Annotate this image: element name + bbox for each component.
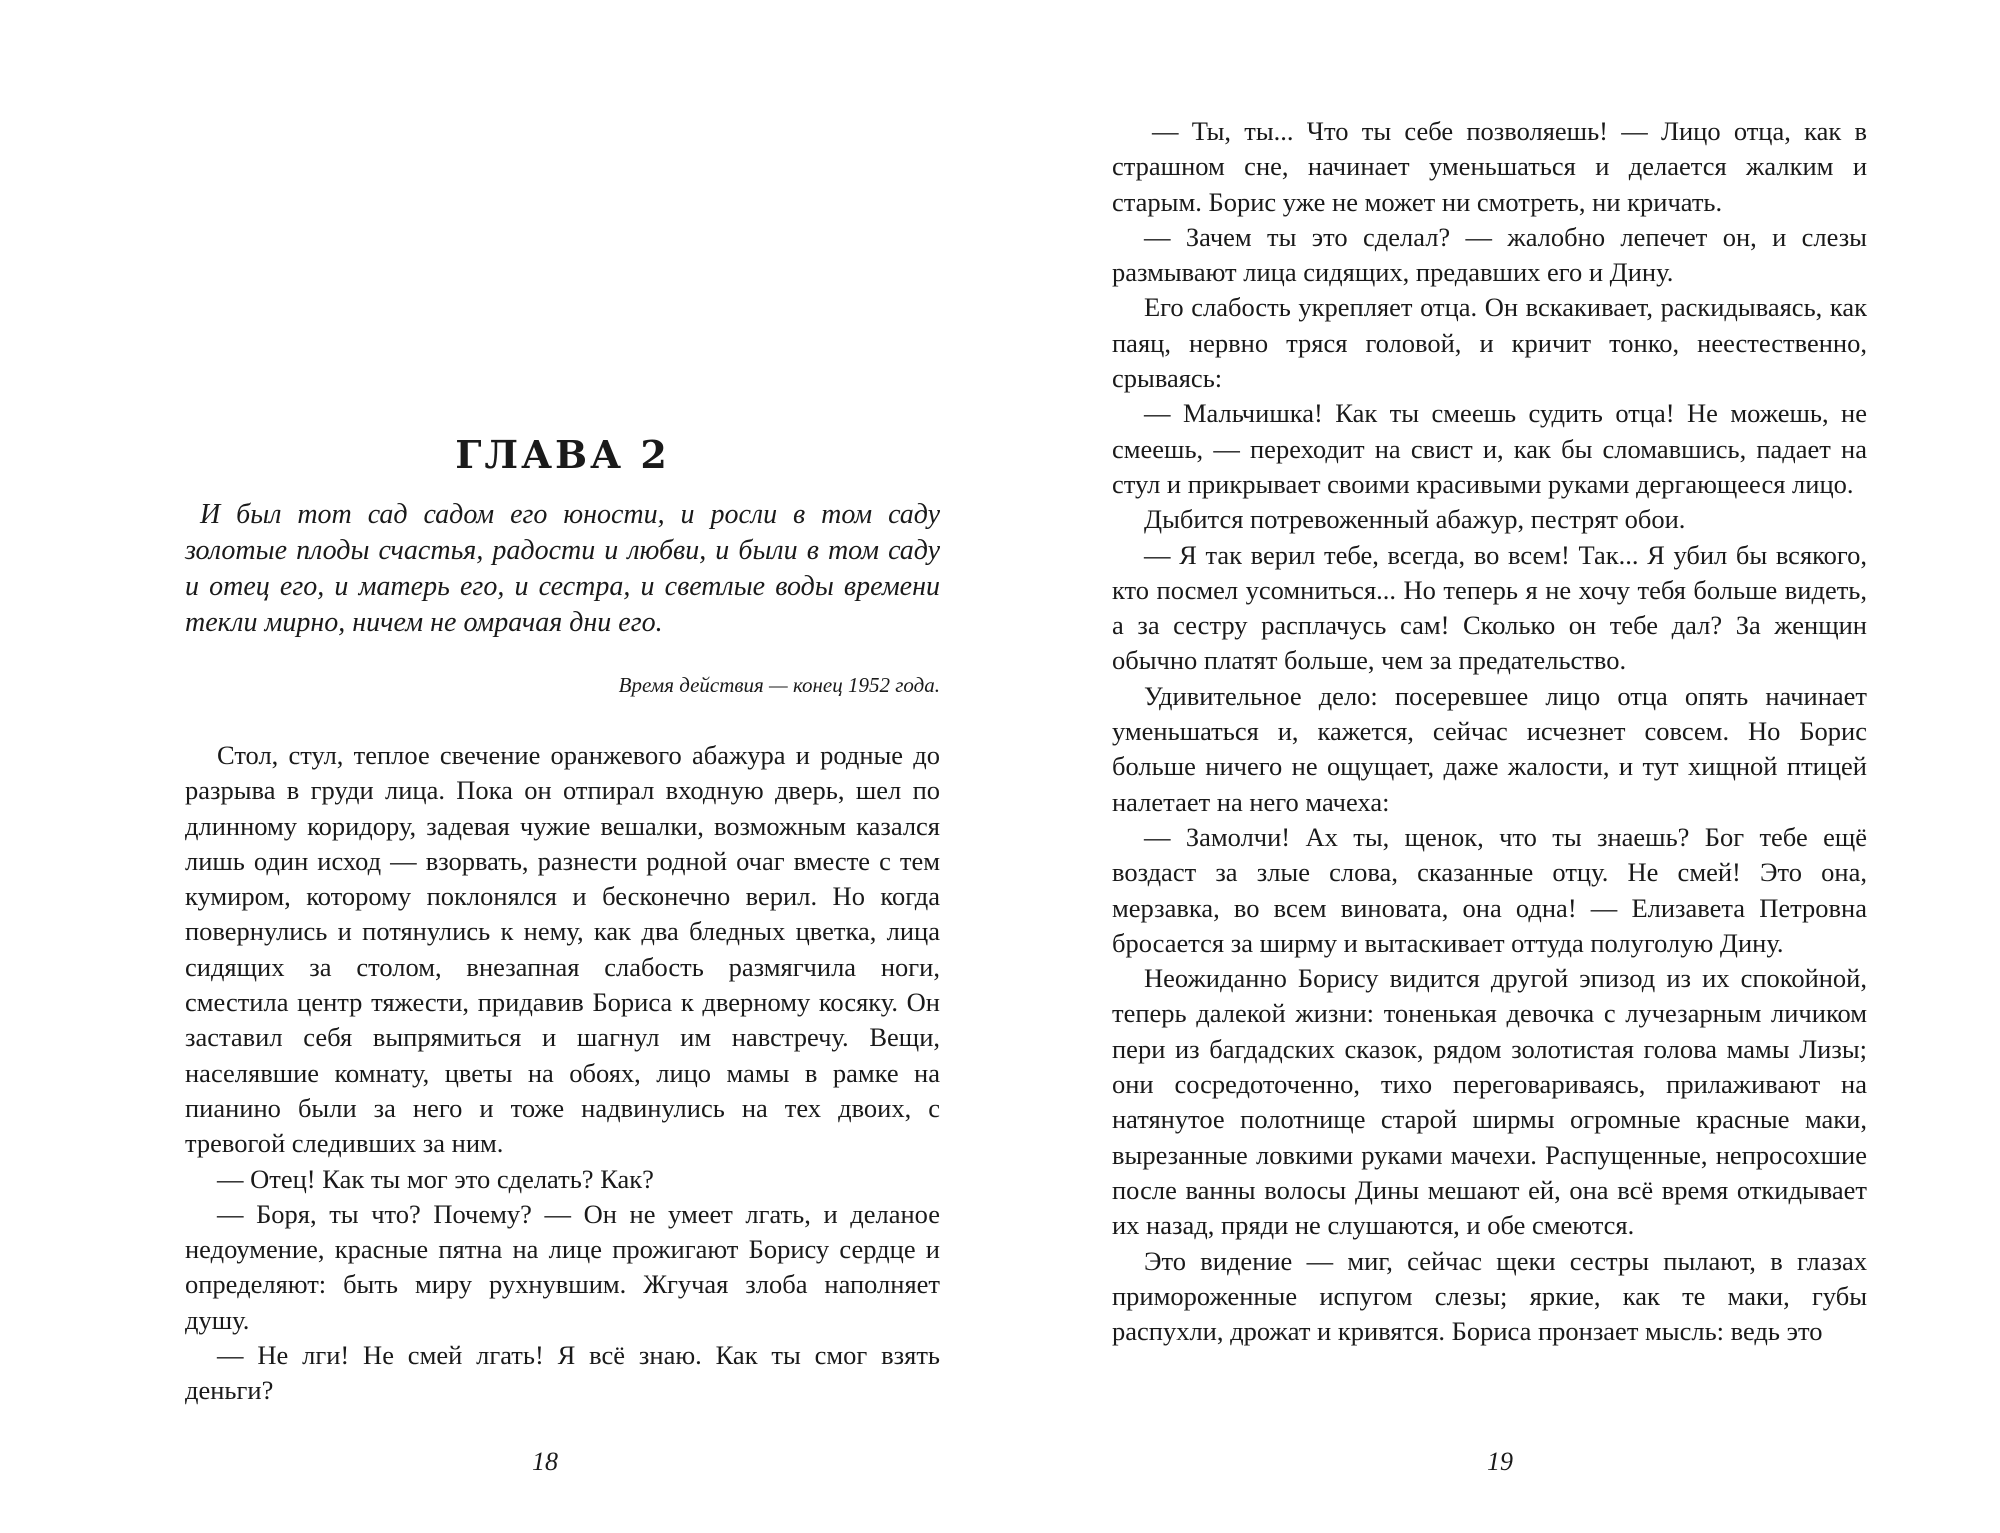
paragraph: Его слабость укрепляет отца. Он вскакивает, раскидываясь, как паяц, нервно тряся головой, и кричит тонко, неестественно, срываясь: [1112, 292, 1867, 394]
paragraph: Стол, стул, теплое свечение оранжевого абажура и родные до разрыва в груди лица. Пока он отпирал входную дверь, шел по длинному коридору, задевая чужие вешалки, возможным казался лишь один исход — взорвать, разнести родной очаг вместе с тем кумиром, которому поклонялся и бесконечно верил. Но когда повернулись и потянулись к нему, как два бледных цветка, лица сидящих за столом, внезапная слабость размягчила ноги, сместила центр тяжести, придавив Бориса к дверному косяку. Он заставил себя выпрямиться и шагнул им навстречу. Вещи, населявшие комнату, цветы на обоях, лицо мамы в рамке на пианино были за него и тоже надвинулись на тех двоих, с тревогой следивших за ним. [185, 740, 940, 1159]
paragraph: Неожиданно Борису видится другой эпизод из их спокойной, теперь далекой жизни: тоненькая девочка с лучезарным личиком пери из багдадских сказок, рядом золотистая голова мамы Лизы; они сосредоточенно, тихо переговариваясь, прилаживают на натянутое полотнище старой ширмы огромные красные маки, вырезанные ловкими руками мачехи. Распущенные, непросохшие после ванны волосы Дины мешают ей, она всё время откидывает их назад, пряди не слушаются, и обе смеются. [1112, 963, 1867, 1241]
epigraph: И был тот сад садом его юности, и росли в том саду золотые плоды счастья, радости и любви, и были в том саду и отец его, и матерь его, и сестра, и светлые воды времени текли мирно, ничем не омрачая дни его. [185, 499, 940, 638]
paragraph: — Не лги! Не смей лгать! Я всё знаю. Как ты смог взять деньги? [185, 1340, 940, 1406]
paragraph: — Замолчи! Ах ты, щенок, что ты знаешь? Бог тебе ещё воздаст за злые слова, сказанные отцу. Не смей! Это она, мерзавка, во всем виновата, она одна! — Елизавета Петровна бросается за ширму и вытаскивает оттуда полуголую Дину. [1112, 821, 1867, 958]
epigraph-note: Время действия — конец 1952 года. [618, 673, 940, 697]
paragraph: Дыбится потревоженный абажур, пестрят обои. [1144, 504, 1686, 535]
paragraph: — Мальчишка! Как ты смеешь судить отца! Не можешь, не смеешь, — переходит на свист и, как бы сломавшись, падает на стул и прикрывает своими красивыми руками дергающееся лицо. [1112, 398, 1867, 499]
paragraph: — Ты, ты... Что ты себе позволяешь! — Лицо отца, как в страшном сне, начинает уменьшаться и делается жалким и старым. Борис уже не может ни смотреть, ни кричать. [1112, 116, 1867, 217]
right-page-body [1112, 114, 1867, 1349]
page-number-left: 18 [532, 1447, 558, 1476]
paragraph: Удивительное дело: посеревшее лицо отца опять начинает уменьшаться и, кажется, сейчас исчезнет совсем. Но Борис больше ничего не ощущает, даже жалости, и тут хищной птицей налетает на него мачеха: [1112, 680, 1867, 817]
chapter-title: ГЛАВА 2 [455, 432, 670, 477]
page-number-right: 19 [1487, 1447, 1513, 1476]
paragraph: — Я так верил тебе, всегда, во всем! Так... Я убил бы всякого, кто посмел усомниться... Но теперь я не хочу тебя больше видеть, а за сестру расплачусь сам! Сколько он тебе дал? За женщин обычно платят больше, чем за предательство. [1112, 539, 1867, 676]
paragraph: Это видение — миг, сейчас щеки сестры пылают, в глазах примороженные испугом слезы; яркие, как те маки, губы распухли, дрожат и кривятся. Бориса пронзает мысль: ведь это [1112, 1245, 1867, 1347]
right-page [1000, 0, 2000, 1533]
paragraph: — Отец! Как ты мог это сделать? Как? [217, 1163, 654, 1194]
paragraph: — Боря, ты что? Почему? — Он не умеет лгать, и деланое недоумение, красные пятна на лице прожигают Борису сердце и определяют: быть миру рухнувшим. Жгучая злоба наполняет душу. [185, 1198, 940, 1335]
paragraph: — Зачем ты это сделал? — жалобно лепечет он, и слезы размывают лица сидящих, предавших его и Дину. [1112, 221, 1867, 288]
left-page-body [185, 738, 940, 1409]
